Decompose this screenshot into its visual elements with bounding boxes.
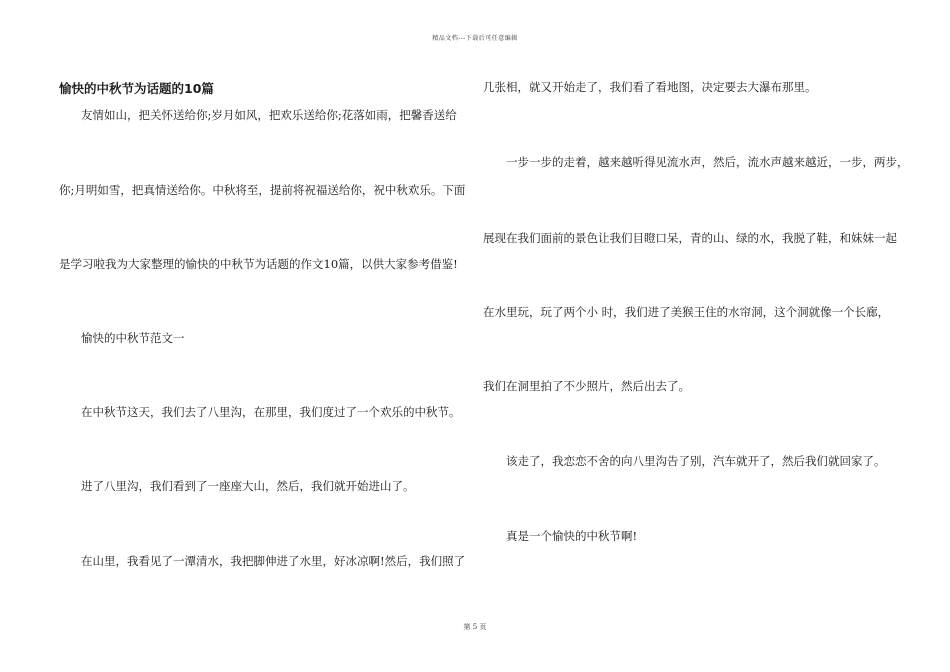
document-title: 愉快的中秋节为话题的10篇 [59,81,214,96]
paragraph-line: 展现在我们面前的景色让我们目瞪口呆，青的山、绿的水，我脱了鞋，和妹妹一起 [483,231,897,245]
page-number: 第 5 页 [463,623,487,631]
paragraph-line: 你;月明如雪，把真情送给你。中秋将至，提前将祝福送给你，祝中秋欢乐。下面 [59,183,466,197]
paragraph-line: 几张相，就又开始走了，我们看了看地图，决定要去大瀑布那里。 [483,80,817,94]
paragraph-line: 是学习啦我为大家整理的愉快的中秋节为话题的作文10篇，以供大家参考借鉴! [59,257,458,271]
paragraph-line: 一步一步的走着，越来越听得见流水声，然后，流水声越来越近，一步，两步， [506,155,909,169]
paragraph-line: 在中秋节这天，我们去了八里沟，在那里，我们度过了一个欢乐的中秋节。 [81,405,461,419]
paragraph-line: 在水里玩，玩了两个小 时，我们进了美猴王住的水帘洞，这个洞就像一个长廊， [483,305,890,319]
paragraph-line: 该走了，我恋恋不舍的向八里沟告了别，汽车就开了，然后我们就回家了。 [506,454,886,468]
page-header-note: 精品文档---下载后可任意编辑 [432,35,518,42]
paragraph-line: 真是一个愉快的中秋节啊! [506,529,638,543]
paragraph-line: 在山里，我看见了一潭清水，我把脚伸进了水里，好冰凉啊!然后，我们照了 [81,554,466,568]
paragraph-line: 我们在洞里拍了不少照片，然后出去了。 [483,379,690,393]
paragraph-line: 进了八里沟，我们看到了一座座大山，然后，我们就开始进山了。 [81,479,415,493]
paragraph-line: 友情如山，把关怀送给你;岁月如风，把欢乐送给你;花落如雨，把馨香送给 [81,108,457,122]
section-heading: 愉快的中秋节范文一 [81,331,185,345]
